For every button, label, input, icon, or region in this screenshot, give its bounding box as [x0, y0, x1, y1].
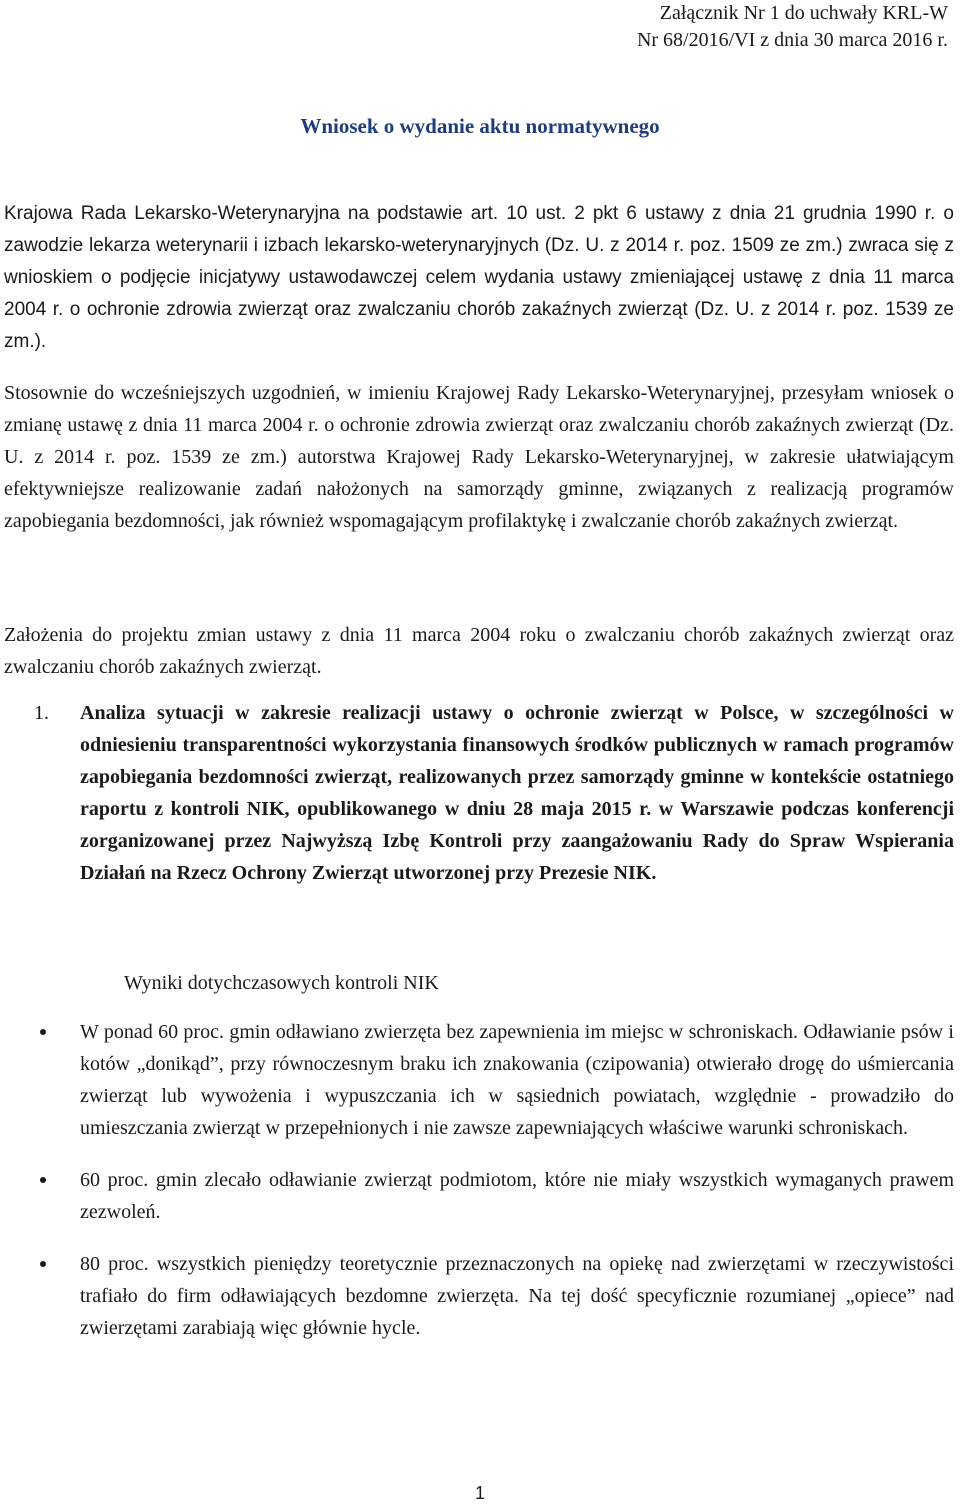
third-paragraph [4, 619, 954, 683]
intro-paragraph [4, 198, 954, 358]
list-item-text: W ponad 60 proc. gmin odławiano zwierzęta bez zapewnienia im miejsc w schroniskach. Odławianie psów i kotów „donikąd”, przy równoczesnym braku ich znakowania (czipowania) otwierało drogę do uśmiercania zwierząt lub wywożenia i wypuszczania ich w sąsiednich powiatach, względnie - prowadziło do umieszczania zwierząt w przepełnionych i nie zawsze zapewniających właściwe warunki schroniskach. [80, 1021, 954, 1139]
paragraph-text: Założenia do projektu zmian ustawy z dnia 11 marca 2004 roku o zwalczaniu chorób zakaźnych zwierząt oraz zwalczaniu chorób zakaźnych zwierząt. [4, 624, 954, 678]
document-title: Wniosek o wydanie aktu normatywnego [300, 114, 660, 138]
paragraph-text: Stosownie do wcześniejszych uzgodnień, w imieniu Krajowej Rady Lekarsko-Weterynaryjnej, przesyłam wniosek o zmianę ustawę z dnia 11 marca 2004 r. o ochronie zdrowia zwierząt oraz zwalczaniu chorób zakaźnych zwierząt (Dz. U. z 2014 r. poz. 1539 ze zm.) autorstwa Krajowej Rady Lekarsko-Weterynaryjnej, w zakresie ułatwiającym efektywniejsze realizowanie zadań nałożonych na samorządy gminne, związanych z realizacją programów zapobiegania bezdomności, jak również wspomagającym profilaktykę i zwalczanie chorób zakaźnych zwierząt. [4, 382, 954, 532]
list-item [4, 1248, 954, 1344]
list-item-text: 80 proc. wszystkich pieniędzy teoretycznie przeznaczonych na opiekę nad zwierzętami w rzeczywistości trafiało do firm odławiających bezdomne zwierzęta. Na tej dość specyficznie rozumianej „opiece” nad zwierzętami zarabiają więc głównie hycle. [80, 1253, 954, 1339]
paragraph-text: Krajowa Rada Lekarsko-Weterynaryjna na podstawie art. 10 ust. 2 pkt 6 ustawy z dnia 21 grudnia 1990 r. o zawodzie lekarza weterynarii i izbach lekarsko-weterynaryjnych (Dz. U. z 2014 r. poz. 1509 ze zm.) zwraca się z wnioskiem o podjęcie inicjatywy ustawodawczej celem wydania ustawy zmieniającej ustawę z dnia 11 marca 2004 r. o ochronie zdrowia zwierząt oraz zwalczaniu chorób zakaźnych zwierząt (Dz. U. z 2014 r. poz. 1539 ze zm.). [4, 203, 954, 352]
list-item-text: 60 proc. gmin zlecało odławianie zwierząt podmiotom, które nie miały wszystkich wymaganych prawem zezwoleń. [80, 1169, 954, 1223]
attachment-header [637, 0, 948, 54]
bullet-icon [40, 1029, 46, 1035]
bullet-icon [40, 1261, 46, 1267]
section-subheading: Wyniki dotychczasowych kontroli NIK [124, 972, 439, 994]
numbered-item [4, 697, 954, 889]
item-number: 1. [34, 702, 49, 724]
second-paragraph [4, 377, 954, 537]
bullet-list [4, 1016, 954, 1364]
page-number: 1 [474, 1483, 485, 1503]
header-line-2: Nr 68/2016/VI z dnia 30 marca 2016 r. [636, 29, 948, 51]
item-text: Analiza sytuacji w zakresie realizacji ustawy o ochronie zwierząt w Polsce, w szczególności w odniesieniu transparentności wykorzystania finansowych środków publicznych w ramach programów zapobiegania bezdomności zwierząt, realizowanych przez samorządy gminne w kontekście ostatniego raportu z kontroli NIK, opublikowanego w dniu 28 maja 2015 r. w Warszawie podczas konferencji zorganizowanej przez Najwyższą Izbę Kontroli przy zaangażowaniu Rady do Spraw Wspierania Działań na Rzecz Ochrony Zwierząt utworzonej przy Prezesie NIK. [80, 702, 954, 884]
list-item [4, 1016, 954, 1144]
bullet-icon [40, 1177, 46, 1183]
header-line-1: Załącznik Nr 1 do uchwały KRL-W [659, 2, 948, 24]
list-item [4, 1164, 954, 1228]
